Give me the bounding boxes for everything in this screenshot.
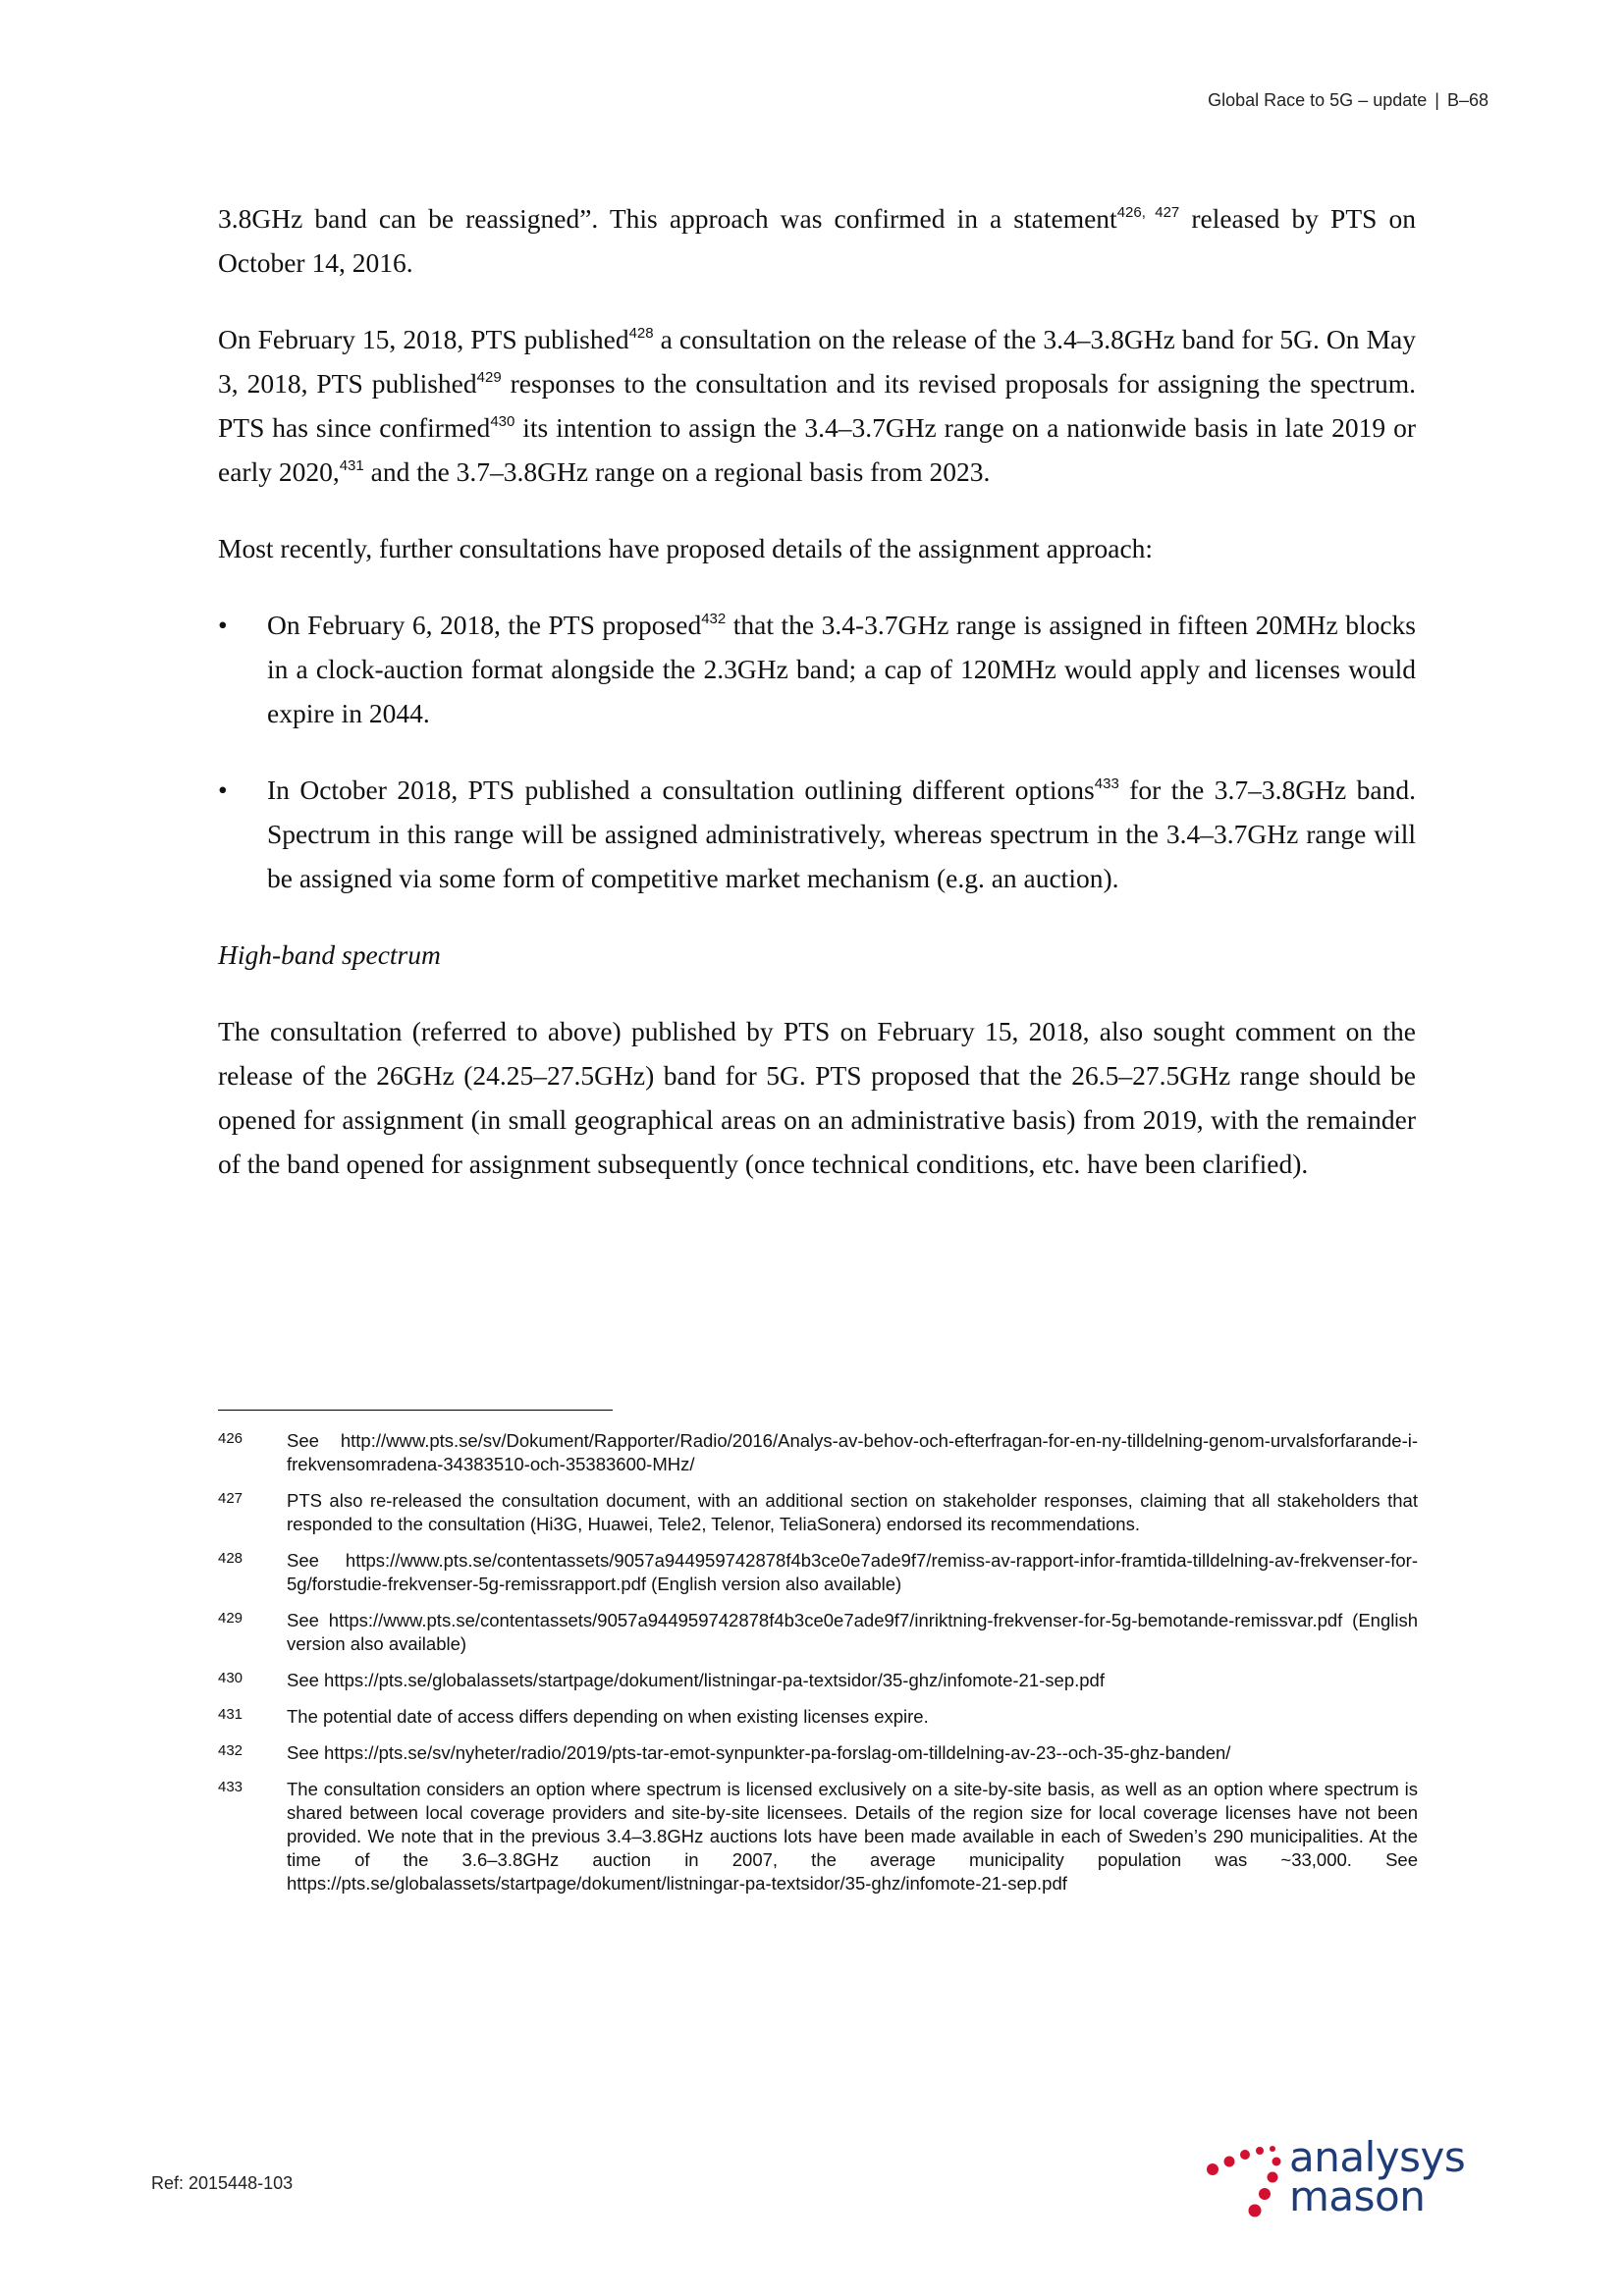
text-span: released by PTS on October 14, 2016. xyxy=(218,203,1417,278)
footnote-number: 430 xyxy=(218,1670,244,1686)
footnote-431 xyxy=(218,1705,1418,1729)
footnote-ref[interactable]: 430 xyxy=(490,413,515,430)
footnote-text: See https://pts.se/sv/nyheter/radio/2019/pts-tar-emot-synpunkter-pa-forslag-om-tilldelning-av-23--och-35-ghz-banden/ xyxy=(287,1742,1231,1763)
paragraph-2 xyxy=(218,317,1416,494)
footnote-text: See https://pts.se/globalassets/startpage/dokument/listningar-pa-textsidor/35-ghz/infomote-21-sep.pdf xyxy=(287,1670,1105,1690)
footnote-428 xyxy=(218,1549,1418,1596)
paragraph-1 xyxy=(218,196,1416,285)
header-title: Global Race to 5G – update xyxy=(1208,90,1428,110)
footnote-number: 427 xyxy=(218,1490,244,1507)
footnote-430 xyxy=(218,1669,1418,1692)
analysys-mason-logo xyxy=(1206,2133,1520,2236)
footnote-426 xyxy=(218,1429,1418,1476)
footnote-432 xyxy=(218,1741,1418,1765)
footnote-number: 428 xyxy=(218,1550,244,1567)
text-span: and the 3.7–3.8GHz range on a regional basis from 2023. xyxy=(363,456,991,487)
body-text xyxy=(218,196,1416,1218)
footnote-text: See https://www.pts.se/contentassets/9057a944959742878f4b3ce0e7ade9f7/inriktning-frekvenser-for-5g-bemotande-remissvar.pdf (English version also available) xyxy=(287,1610,1418,1654)
page-number: B–68 xyxy=(1446,90,1489,110)
bullet-icon: • xyxy=(218,774,228,805)
footnote-number: 429 xyxy=(218,1610,244,1627)
text-span: In October 2018, PTS published a consultation outlining different options xyxy=(267,774,1095,805)
header-separator: | xyxy=(1435,90,1439,110)
footnote-number: 432 xyxy=(218,1742,244,1759)
text-span: On February 15, 2018, PTS published xyxy=(218,324,629,354)
bullet-item-1 xyxy=(218,603,1416,735)
text-span: On February 6, 2018, the PTS proposed xyxy=(267,610,702,640)
text-span: for the 3.7–3.8GHz band. Spectrum in this range will be assigned administratively, whereas spectrum in the 3.4–3.7GHz range will be assigned via some form of competitive market mechanism (e.g. an auction). xyxy=(267,774,1416,893)
section-subheading: High-band spectrum xyxy=(218,939,441,970)
logo-line-2: mason xyxy=(1289,2172,1426,2220)
footnote-divider xyxy=(218,1410,613,1411)
logo-line-1: analysys xyxy=(1289,2133,1466,2181)
footnote-number: 433 xyxy=(218,1779,244,1795)
text-span: 3.8GHz band can be reassigned”. This approach was confirmed in a statement xyxy=(218,203,1117,234)
bullet-icon: • xyxy=(218,610,228,640)
paragraph-4: The consultation (referred to above) published by PTS on February 15, 2018, also sought comment on the release of the 26GHz (24.25–27.5GHz) band for 5G. PTS proposed that the 26.5–27.5GHz range should be opened for assignment (in small geographical areas on an administrative basis) from 2019, with the remainder of the band opened for assignment subsequently (once technical conditions, etc. have been clarified). xyxy=(218,1016,1416,1179)
text-span: responses to the consultation and its revised proposals for assigning the spectrum. PTS has since confirmed xyxy=(218,368,1416,443)
reference-number: Ref: 2015448-103 xyxy=(151,2173,294,2193)
footnote-ref[interactable]: 428 xyxy=(628,325,654,342)
text-span: a consultation on the release of the 3.4–3.8GHz band for 5G. On May 3, 2018, PTS published xyxy=(218,324,1416,399)
footnote-text: See http://www.pts.se/sv/Dokument/Rapporter/Radio/2016/Analys-av-behov-och-efterfragan-for-en-ny-tilldelning-genom-urvalsforfarande-i-frekvensomradena-34383510-och-35383600-MHz/ xyxy=(287,1430,1418,1474)
footnote-ref[interactable]: 426, 427 xyxy=(1116,204,1180,221)
footnote-text: See https://www.pts.se/contentassets/9057a944959742878f4b3ce0e7ade9f7/remiss-av-rapport-infor-framtida-tilldelning-av-frekvenser-for-5g/forstudie-frekvenser-5g-remissrapport.pdf (English version also available) xyxy=(287,1550,1418,1594)
footnotes xyxy=(218,1429,1418,1908)
footnote-ref[interactable]: 432 xyxy=(701,611,727,627)
bullet-item-2 xyxy=(218,768,1416,900)
footnote-ref[interactable]: 433 xyxy=(1094,775,1119,792)
footnote-ref[interactable]: 431 xyxy=(339,457,364,474)
bullet-list xyxy=(218,603,1416,900)
paragraph-3: Most recently, further consultations have proposed details of the assignment approach: xyxy=(218,533,1154,563)
footnote-429 xyxy=(218,1609,1418,1656)
footnote-ref[interactable]: 429 xyxy=(476,369,502,386)
logo-dots-icon xyxy=(1206,2138,1294,2236)
footnote-433 xyxy=(218,1778,1418,1896)
text-span: that the 3.4-3.7GHz range is assigned in fifteen 20MHz blocks in a clock-auction format alongside the 2.3GHz band; a cap of 120MHz would apply and licenses would expire in 2044. xyxy=(267,610,1417,728)
footnote-text: PTS also re-released the consultation document, with an additional section on stakeholder responses, claiming that all stakeholders that responded to the consultation (Hi3G, Huawei, Tele2, Telenor, TeliaSonera) endorsed its recommendations. xyxy=(287,1490,1418,1534)
footnote-text: The consultation considers an option where spectrum is licensed exclusively on a site-by-site basis, as well as an option where spectrum is shared between local coverage providers and site-by-site licensees. Details of the region size for local coverage licenses have not been provided. We note that in the previous 3.4–3.8GHz auctions lots have been made available in each of Sweden’s 290 municipalities. At the time of the 3.6–3.8GHz auction in 2007, the average municipality population was ~33,000. See https://pts.se/globalassets/startpage/dokument/listningar-pa-textsidor/35-ghz/infomote-21-sep.pdf xyxy=(287,1779,1418,1894)
footnote-text: The potential date of access differs depending on when existing licenses expire. xyxy=(287,1706,929,1727)
footnote-427 xyxy=(218,1489,1418,1536)
footnote-number: 426 xyxy=(218,1430,244,1447)
text-span: its intention to assign the 3.4–3.7GHz range on a nationwide basis in late 2019 or early 2020, xyxy=(218,412,1416,487)
page-header xyxy=(1208,90,1489,111)
footnote-number: 431 xyxy=(218,1706,244,1723)
logo-wordmark xyxy=(1289,2133,1466,2220)
